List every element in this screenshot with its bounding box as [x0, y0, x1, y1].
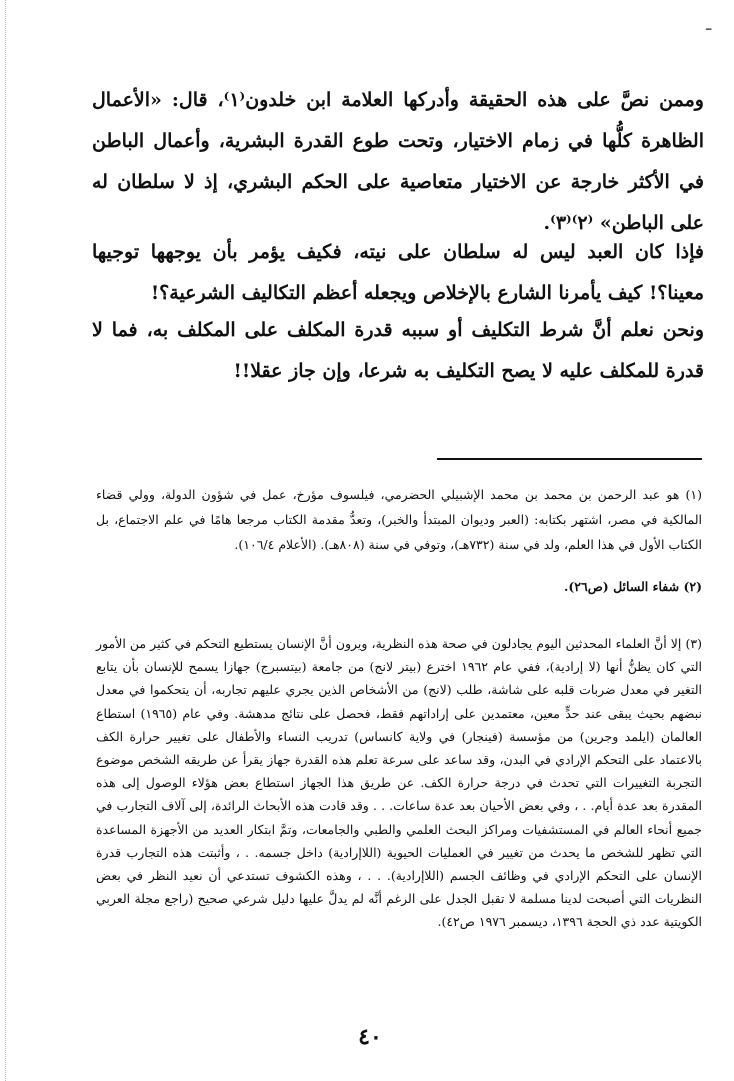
- footnote-separator: [437, 458, 702, 460]
- scan-edge: [5, 0, 6, 1081]
- paragraph-1: وممن نصَّ على هذه الحقيقة وأدركها العلامة ابن خلدون⁽١⁾، قال: «الأعمال الظاهرة كلُّها في زمام الاختيار، وتحت طوع القدرة البشرية، وأعمال الباطن في الأكثر خارجة عن الاختيار متعاصية على الحكم البشري، إذ لا سلطان له على الباطن» ⁽٢⁾⁽٣⁾.: [92, 89, 704, 234]
- paragraph-2: فإذا كان العبد ليس له سلطان على نيته، فكيف يؤمر بأن يوجهها توجيها معينا؟! كيف يأمرنا الشارع بالإخلاص ويجعله أعظم التكاليف الشرعية؟!: [92, 241, 704, 304]
- paragraph-3: ونحن نعلم أنَّ شرط التكليف أو سببه قدرة المكلف على المكلف به، فما لا قدرة للمكلف عليه لا يصح التكليف به شرعا، وإن جاز عقلا!!: [92, 319, 704, 382]
- footnote-1: (١) هو عبد الرحمن بن محمد بن محمد الإشبيلي الحضرمي، فيلسوف مؤرخ، عمل في شؤون الدولة، وولي قضاء المالكية في مصر، اشتهر بكتابه: (العبر وديوان المبتدأ والخبر)، وتعدُّ مقدمة الكتاب مرجعا هامًا في علم الاجتماع، بل الكتاب الأول في هذا العلم، ولد في سنة (٧٣٢هـ)، وتوفي في سنة (٨٠٨هـ). (الأعلام ١٠٦/٤).: [96, 487, 702, 552]
- corner-mark: ـ: [706, 14, 712, 35]
- footnote-3: (٣) إلا أنَّ العلماء المحدثين اليوم يجادلون في صحة هذه النظرية، ويرون أنَّ الإنسان يستطيع التحكم في كثير من الأمور التي كان يظنُّ أنها (لا إرادية)، ففي عام ١٩٦٢ اخترع (بيتر لانج) من جامعة (بيتسبرج) جهازا يسمح للإنسان بأن يتابع التغير في معدل ضربات قلبه على شاشة، طلب (لانج) من الأشخاص الذين يجري عليهم تجاربه، أن يتحكموا في معدل نبضهم بحيث يبقى عند حدٍّ معين، معتمدين على إراداتهم فقط، فحصل على نتائج مدهشة. وفي عام (١٩٦٥) استطاع العالمان (ايلمد وجرين) من مؤسسة (فينجار) في ولاية كانساس) تدريب النساء والأطفال على تغيير حرارة الكف بالاعتماد على التحكم الإرادي في البدن، وقد ساعد على سرعة تعلم هذه القدرة جهاز يقرأ عن طريقه الشخص موضوع التجربة التغييرات التي تحدث في درجة حرارة الكف. عن طريق هذا الجهاز استطاع بعض هؤلاء الوصول إلى هذه المقدرة بعد عدة أيام. . ، وفي بعض الأحيان بعد عدة ساعات. . . وقد قادت هذه الأبحاث الرائدة، إلى آلاف التجارب في جميع أنحاء العالم في المستشفيات ومراكز البحث العلمي والطبي والجامعات، وتمَّ ابتكار العديد من الأجهزة المساعدة التي تظهر للشخص ما يحدث من تغيير في العمليات الحيوية (اللاإرادية) داخل جسمه. . ، وأثبتت هذه التجارب قدرة الإنسان على التحكم الإرادي في وظائف الجسم (اللاإرادية). . . ، وهذه الكشوف تستدعي أن نعيد النظر في بعض النظريات التي أصبحت لدينا مسلمة لا تقبل الجدل على الرغم أنَّه لم يدلَّ عليها دليل شرعي صحيح (راجع مجلة العربي الكويتية عدد ذي الحجة ١٣٩٦، ديسمبر ١٩٧٦ ص٤٢).: [96, 636, 702, 930]
- page-number: ٤٠: [358, 1024, 382, 1050]
- footnote-2: (٢) شفاء السائل (ص٢٦).: [563, 579, 702, 594]
